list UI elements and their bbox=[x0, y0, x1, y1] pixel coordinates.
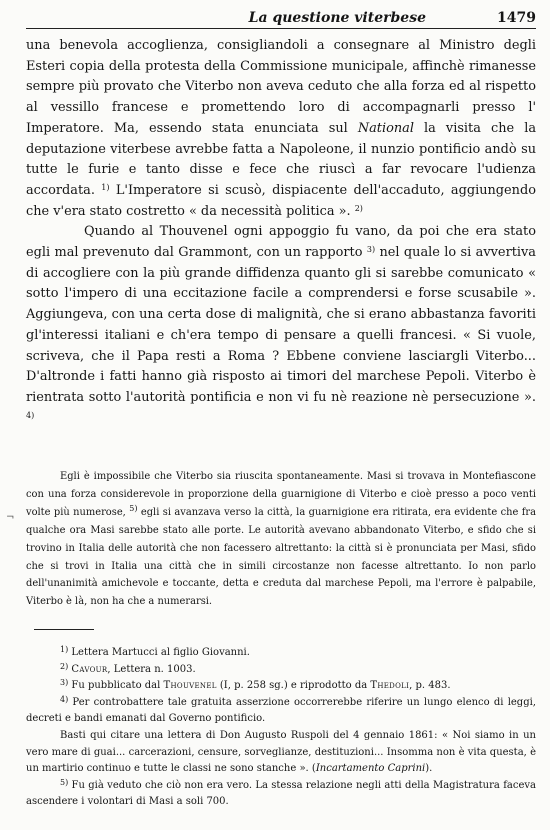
header-rule bbox=[26, 28, 536, 29]
italic-newspaper: National bbox=[357, 120, 414, 136]
page-number: 1479 bbox=[497, 10, 536, 26]
running-title: La questione viterbese bbox=[248, 10, 426, 26]
footnote-ref-3: 3) bbox=[366, 245, 376, 255]
margin-mark: ¬ bbox=[6, 512, 15, 523]
footnote-ref-4: 4) bbox=[26, 410, 35, 420]
footnote-1: $^{1)}$ Lettera Martucci al figlio Giovanni. bbox=[60, 645, 250, 658]
footnote-4: $^{4)}$ Per controbattere tale gratuita asserzione occorrerebbe riferire un lungo elenco di leggi, decreti e bandi emanati dal Governo pontificio. bbox=[26, 694, 536, 725]
paragraph-1: una benevola accoglienza, consigliandoli a consegnare al Ministro degli Esteri copia della protesta della Commissione municipale, affinchè rimanesse sempre più provato che Viterbo non aveva ceduto che alla forza ed al rispetto al vessillo francese e promettendo loro di accompagnarli presso l' Imperatore. Ma, essendo stata enunciata sul National la visita che la deputazione viterbese avrebbe fatta a Napoleone, il nunzio pontificio andò su tutte le furie e tanto disse e fece che riuscì a far revocare l'udienza accordata. $^{1)}$ L'Imperatore si scusò, dispiacente dell'accaduto, aggiungendo che v'era stato costretto « da necessità politica ». $^{2)}$ bbox=[26, 38, 536, 219]
note-paragraph: Egli è impossibile che Viterbo sia riuscita spontaneamente. Masi si trovava in Montefiascone con una forza considerevole in proporzione della guarnigione di Viterbo e cioè presso a poco venti volte più numerose, $^{5)}$ egli si avanzava verso la città, la guarnigione era ritirata, era evidente che fra qualche ora Masi sarebbe stato alle porte. Le autorità avevano abbandonato Viterbo, e sfido che si trovino in Italia delle autorità che non facessero altrettanto: la città si è pronunciata per Masi, sfido che si trovi in Italia una città che in simili circostanze non facesse altrettanto. Io non parlo dell'unanimità amichevole e toccante, detta e creduta dal marchese Pepoli, ma l'errore è palpabile, Viterbo è là, non ha che a numerarsi. bbox=[26, 471, 537, 608]
footnote-5: $^{5)}$ Fu già veduto che ciò non era vero. La stessa relazione negli atti della Magistratura faceva ascendere i volontari di Masi a soli 700. bbox=[26, 777, 536, 808]
footnote-2: $^{2)}$ Cavour, Lettera n. 1003. bbox=[60, 661, 196, 675]
footnote-separator bbox=[34, 629, 94, 630]
footnote-ref-2: 2) bbox=[354, 203, 363, 213]
quoted-note bbox=[26, 468, 536, 611]
footnote-3: $^{3)}$ Fu pubblicato dal Thouvenel (I, p. 258 sg.) e riprodotto da Thedoli, p. 483. bbox=[60, 678, 451, 692]
running-header bbox=[26, 6, 536, 30]
footnotes bbox=[26, 645, 536, 811]
footnote-ref-5: 5) bbox=[129, 503, 138, 513]
footnote-4-continuation: Basti qui citare una lettera di Don Augusto Ruspoli del 4 gennaio 1861: « Noi siamo in un vero mare di guai... carcerazioni, censure, sorveglianze, destituzioni... Insomma non è vita questa, è un martirio continuo e tutte le classi ne sono stanche ». (Incartamento Caprini). bbox=[26, 729, 536, 775]
footnote-ref-1: 1) bbox=[101, 182, 110, 192]
main-text bbox=[26, 36, 536, 429]
paragraph-2: Quando al Thouvenel ogni appoggio fu vano, da poi che era stato egli mal prevenuto dal Grammont, con un rapporto $^{3)}$ nel quale lo si avvertiva di accogliere con la più grande diffidenza quanto gli si sarebbe comunicato « sotto l'impero di una eccitazione facile a comprendersi e forse scusabile ». Aggiungeva, con una certa dose di malignità, che si erano abbastanza favoriti gl'interessi italiani e ch'era tempo di pensare a quelli francesi. « Si vuole, scriveva, che il Papa resti a Roma ? Ebbene conviene lasciargli Viterbo... D'altronde i fatti hanno già risposto ai timori del marchese Pepoli. Viterbo è rientrata sotto l'autorità pontificia e non vi fu nè reazione nè persecuzione ». $^{4)}$ bbox=[26, 224, 536, 420]
